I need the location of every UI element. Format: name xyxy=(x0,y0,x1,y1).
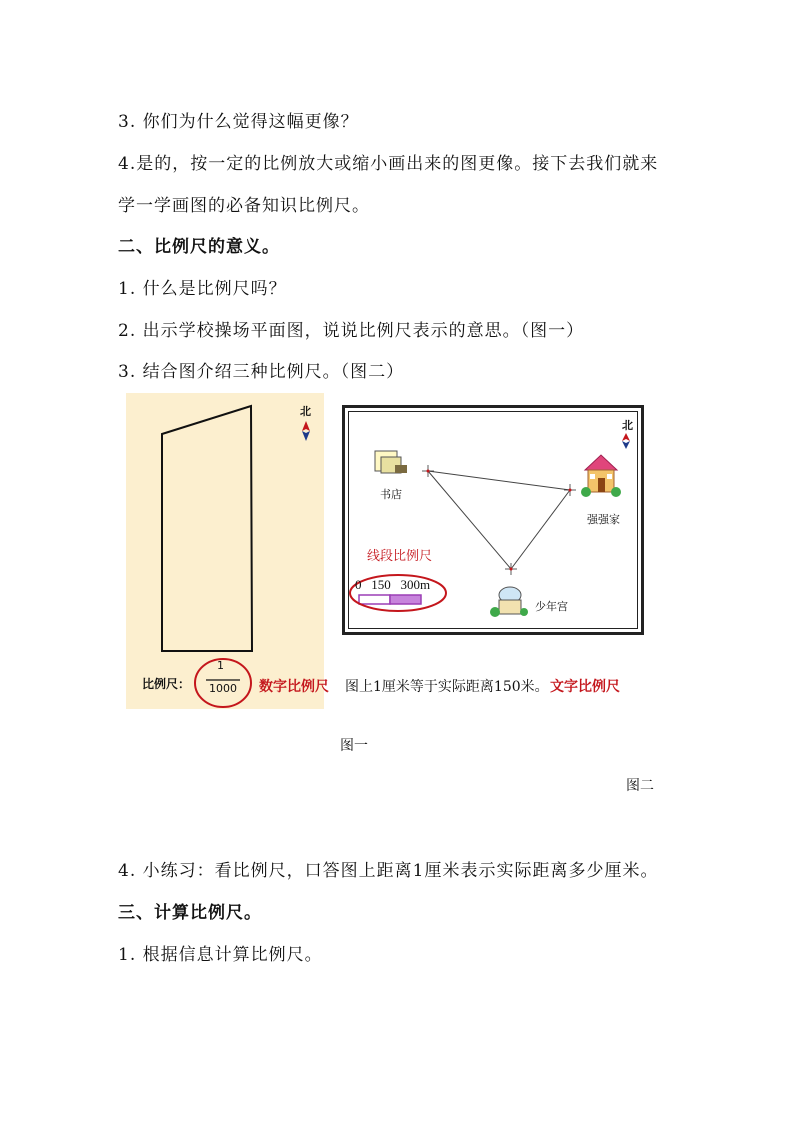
line-question: 3. 你们为什么觉得这幅更像？ xyxy=(118,112,359,132)
line-practice: 4. 小练习：看比例尺，口答图上距离1厘米表示实际距离多少厘米。 xyxy=(118,861,659,881)
youth-palace-icon xyxy=(490,587,528,617)
scale-label: 比例尺： xyxy=(142,677,191,691)
numeric-scale-label: 数字比例尺 xyxy=(259,679,329,695)
line-scale-label: 线段比例尺 xyxy=(367,549,433,564)
direction-marker-icon xyxy=(422,465,576,575)
caption-figure-1: 图一 xyxy=(340,738,368,754)
text-scale-label: 文字比例尺 xyxy=(550,679,620,695)
youth-palace-label: 少年宫 xyxy=(535,600,568,613)
section-heading-3: 三、计算比例尺。 xyxy=(118,903,262,923)
scale-denominator: 1000 xyxy=(209,682,237,695)
line-explanation-cont: 学一学画图的必备知识比例尺。 xyxy=(118,196,370,216)
home-label: 强强家 xyxy=(587,513,620,526)
line-scale-bar xyxy=(359,595,421,604)
scale-numerator: 1 xyxy=(217,659,224,672)
bookstore-icon xyxy=(375,451,407,473)
caption-figure-2: 图二 xyxy=(626,778,654,794)
figure-playground-plan xyxy=(126,393,324,709)
north-label: 北 xyxy=(300,405,311,418)
line-explanation: 4.是的，按一定的比例放大或缩小画出来的图更像。接下去我们就来 xyxy=(118,154,659,174)
map-north-label: 北 xyxy=(622,419,633,432)
playground-outline xyxy=(126,393,324,709)
figure-map xyxy=(342,405,644,635)
line-scale-numbers: 0 150 300m xyxy=(355,577,431,592)
house-icon xyxy=(581,455,621,497)
text-scale-description: 图上1厘米等于实际距离150米。 xyxy=(345,679,549,695)
line-what-is-scale: 1. 什么是比例尺吗？ xyxy=(118,279,287,299)
line-show-plan: 2. 出示学校操场平面图，说说比例尺表示的意思。（图一） xyxy=(118,321,585,341)
north-arrow-icon xyxy=(302,421,310,431)
line-three-scales: 3. 结合图介绍三种比例尺。（图二） xyxy=(118,362,405,382)
line-compute-scale: 1. 根据信息计算比例尺。 xyxy=(118,945,323,965)
bookstore-label: 书店 xyxy=(380,488,402,501)
section-heading-2: 二、比例尺的意义。 xyxy=(118,237,280,257)
